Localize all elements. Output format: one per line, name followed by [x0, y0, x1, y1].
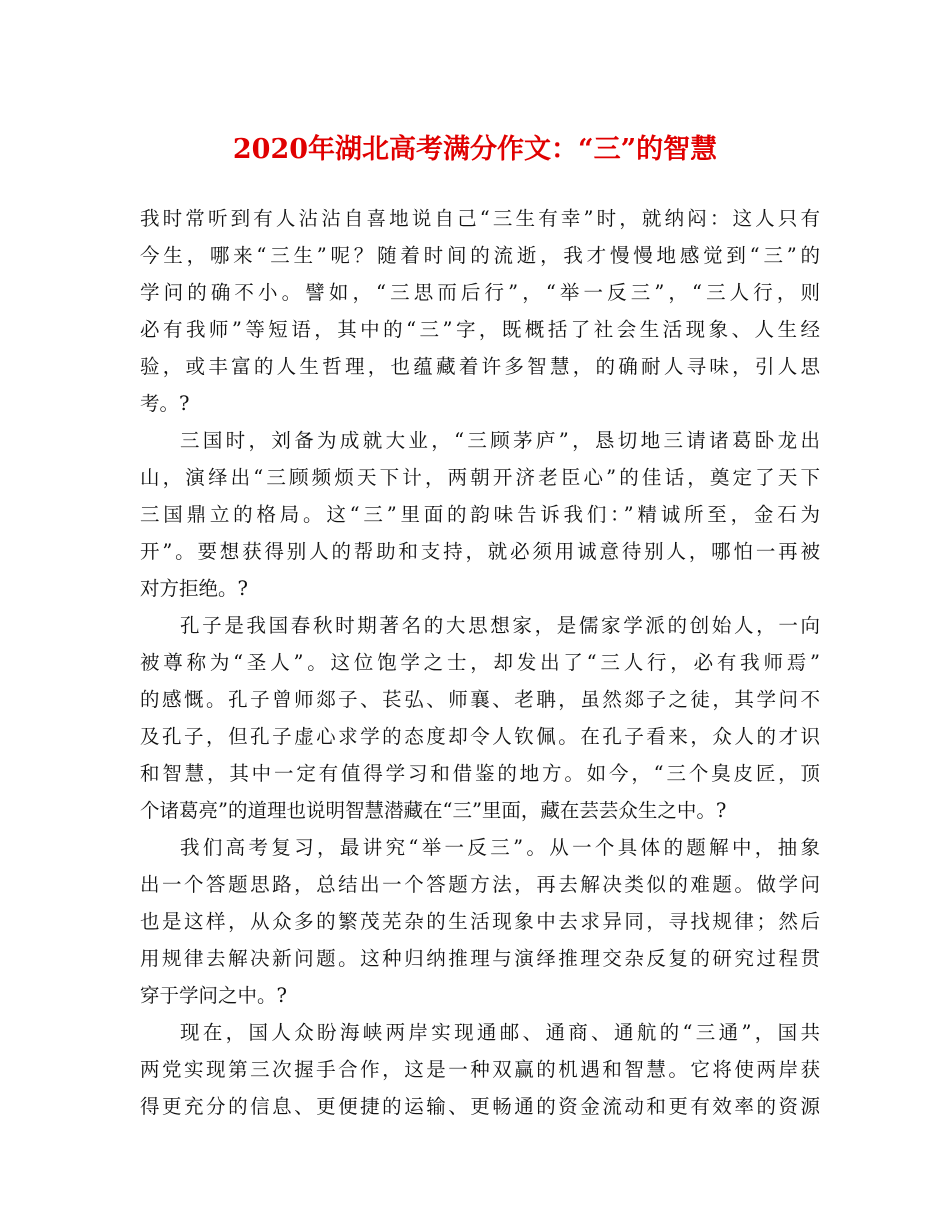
- text-line: 三国时，刘备为成就大业，“三顾茅庐”，恳切地三请诸葛卧龙出: [180, 429, 820, 452]
- document-title: 2020年湖北高考满分作文：“三”的智慧: [232, 134, 718, 165]
- text-line: 孔子是我国春秋时期著名的大思想家，是儒家学派的创始人，一向: [180, 614, 820, 637]
- document-body: [140, 200, 820, 1125]
- text-line: 出一个答题思路，总结出一个答题方法，再去解决类似的难题。做学问: [140, 873, 820, 896]
- paragraph-4: [140, 829, 820, 1014]
- text-line: 我们高考复习，最讲究“举一反三”。从一个具体的题解中，抽象: [180, 836, 820, 859]
- text-line: 及孔子，但孔子虚心求学的态度却令人钦佩。在孔子看来，众人的才识: [140, 725, 820, 748]
- paragraph-3: [140, 607, 820, 829]
- paragraph-1: [140, 200, 820, 422]
- text-line: 三国鼎立的格局。这“三”里面的韵味告诉我们：”精诚所至，金石为: [140, 503, 820, 526]
- text-line: 和智慧，其中一定有值得学习和借鉴的地方。如今，“三个臭皮匠，顶: [140, 762, 820, 785]
- text-line: 必有我师”等短语，其中的“三”字，既概括了社会生活现象、人生经: [140, 318, 820, 341]
- paragraph-5: [140, 1014, 820, 1125]
- paragraph-2: [140, 422, 820, 607]
- text-line: 个诸葛亮”的道理也说明智慧潜藏在“三”里面，藏在芸芸众生之中。?: [140, 799, 727, 822]
- text-line: 被尊称为“圣人”。这位饱学之士，却发出了“三人行，必有我师焉”: [140, 651, 820, 674]
- text-line: 考。?: [140, 392, 190, 415]
- text-line: 得更充分的信息、更便捷的运输、更畅通的资金流动和更有效率的资源: [140, 1095, 820, 1118]
- text-line: 山，演绎出“三顾频烦天下计，两朝开济老臣心”的佳话，奠定了天下: [140, 466, 820, 489]
- text-line: 对方拒绝。?: [140, 577, 248, 600]
- text-line: 开”。要想获得别人的帮助和支持，就必须用诚意待别人，哪怕一再被: [140, 540, 820, 563]
- text-line: 用规律去解决新问题。这种归纳推理与演绎推理交杂反复的研究过程贯: [140, 947, 820, 970]
- text-line: 验，或丰富的人生哲理，也蕴藏着许多智慧，的确耐人寻味，引人思: [140, 355, 820, 378]
- text-line: 学问的确不小。譬如，“三思而后行”，“举一反三”，“三人行，则: [140, 281, 820, 304]
- text-line: 我时常听到有人沾沾自喜地说自己“三生有幸”时，就纳闷：这人只有: [140, 207, 820, 230]
- text-line: 两党实现第三次握手合作，这是一种双赢的机遇和智慧。它将使两岸获: [140, 1058, 820, 1081]
- text-line: 的感慨。孔子曾师郯子、苌弘、师襄、老聃，虽然郯子之徒，其学问不: [140, 688, 820, 711]
- text-line: 现在，国人众盼海峡两岸实现通邮、通商、通航的“三通”，国共: [180, 1021, 820, 1044]
- text-line: 也是这样，从众多的繁茂芜杂的生活现象中去求异同，寻找规律；然后: [140, 910, 820, 933]
- text-line: 今生，哪来“三生”呢？随着时间的流逝，我才慢慢地感觉到“三”的: [140, 244, 820, 267]
- text-line: 穿于学问之中。?: [140, 984, 287, 1007]
